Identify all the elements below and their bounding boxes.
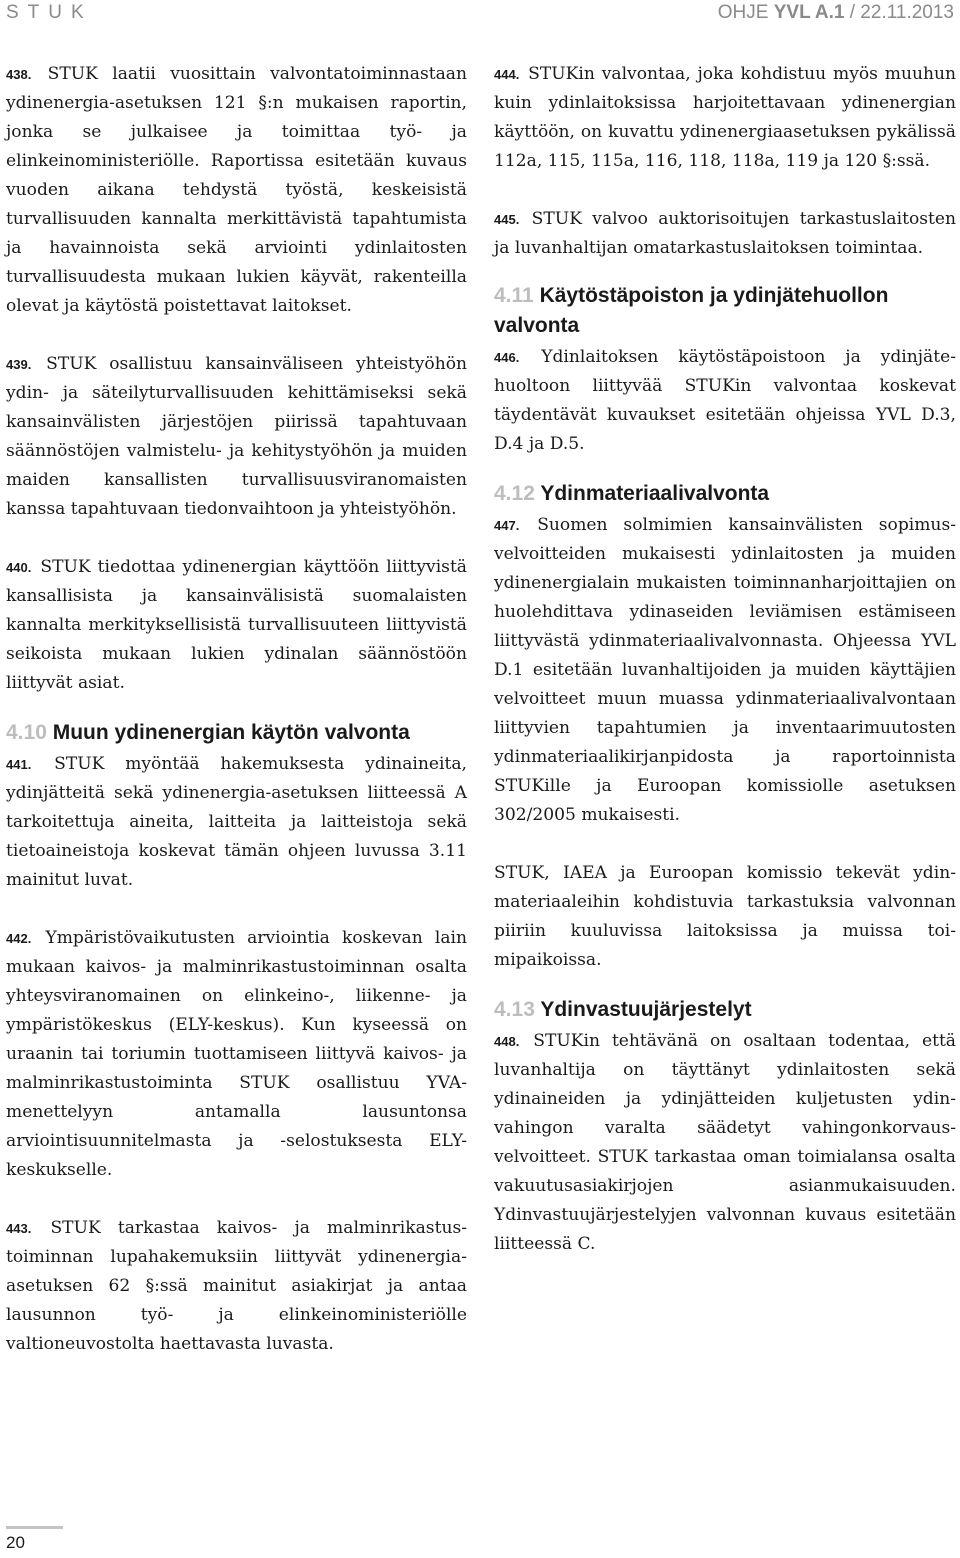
- paragraph-number: 438.: [6, 67, 32, 82]
- paragraph-text: STUK laatii vuosittain valvontatoiminnastaan ydinenergia-asetuksen 121 §:n mukaisen raportin, jonka se julkaisee ja toimittaa työ- ja elinkeinoministeriölle. Raportissa esitetään kuvaus vuoden aikana tehdystä työstä, keskeisistä turvallisuuden kannalta merkittävistä tapahtumista ja havainnoista sekä arviointi ydinlaitosten turvallisuudesta mukaan lukien käyvät, rakenteilla olevat ja käytöstä poistettavat laitokset.: [6, 64, 467, 316]
- section-heading-4-10: [6, 718, 467, 748]
- paragraph-text: STUK tiedottaa ydinenergian käyttöön liittyvistä kansallisista ja kansainvälisistä suomalaisten kannalta merkityksellisistä turvallisuuteen liittyvistä seikoista mukaan lukien ydinalan säännöstöön liittyvät asiat.: [6, 557, 468, 693]
- section-number: 4.11: [494, 284, 534, 307]
- paragraph-number: 444.: [494, 67, 520, 82]
- paragraph-text: STUK myöntää hakemuksesta ydinaineita, ydinjätteitä sekä ydinenergia-asetuksen liitteessä A tarkoitettuja aineita, laitteita ja laitteistoja sekä tietoaineistoja koskevat tämän ohjeen luvussa 3.11 mainitut luvat.: [6, 754, 467, 890]
- footer-divider: [6, 1526, 63, 1529]
- paragraph-number: 448.: [494, 1034, 520, 1049]
- page-header: [0, 0, 960, 30]
- paragraph-438: [6, 60, 467, 321]
- section-title: Muun ydinenergian käytön valvonta: [52, 721, 410, 744]
- paragraph-number: 446.: [494, 350, 520, 365]
- paragraph-text: STUK valvoo auktorisoitujen tarkastuslaitosten ja luvanhaltijan omatarkastuslaitoksen toimintaa.: [494, 209, 957, 258]
- paragraph-text: STUK tarkastaa kaivos- ja malminrikastustoiminnan lupahakemuksiin liittyvät ydinenergia-asetuksen 62 §:ssä mainitut asiakirjat ja antaa lausunnon työ- ja elinkeinoministeriölle valtioneuvostolta haettavasta luvasta.: [6, 1218, 468, 1354]
- page-number: 20: [6, 1533, 25, 1552]
- right-column: [494, 60, 956, 1288]
- paragraph-text: STUKin tehtävänä on osaltaan todentaa, että luvanhaltija on täyttänyt ydinlaitosten sekä ydinaineiden ja ydinjätteiden kuljetusten ydinvahingon varalta säädetyt vahingonkorvausvelvoitteet. STUK tarkastaa oman toimialansa osalta vakuutusasiakirjojen asianmukaisuuden. Ydinvastuujärjestelyjen valvonnan kuvaus esitetään liitteessä C.: [494, 1031, 957, 1254]
- section-title: Ydinmateriaalivalvonta: [540, 482, 770, 505]
- paragraph-number: 445.: [494, 212, 520, 227]
- paragraph-445: [494, 205, 956, 263]
- section-title: Ydinvastuujärjestelyt: [540, 998, 752, 1021]
- paragraph-448: [494, 1027, 956, 1259]
- paragraph-443: [6, 1214, 467, 1359]
- document-reference: [718, 2, 954, 24]
- paragraph-number: 439.: [6, 357, 32, 372]
- section-heading-4-11: [494, 281, 956, 341]
- paragraph-text: STUKin valvontaa, joka kohdistuu myös muuhun kuin ydinlaitoksissa harjoitettavaan ydinenergian käyttöön, on kuvattu ydinenergiaasetuksen pykälissä 112a, 115, 115a, 116, 118, 118a, 119 ja 120 §:ssä.: [494, 64, 956, 171]
- section-heading-4-12: [494, 479, 956, 509]
- guide-code: YVL A.1: [773, 2, 845, 23]
- guide-date: / 22.11.2013: [844, 2, 954, 23]
- paragraph-number: 440.: [6, 560, 32, 575]
- paragraph-444: [494, 60, 956, 176]
- section-number: 4.13: [494, 998, 535, 1021]
- paragraph-447: [494, 511, 956, 830]
- paragraph-number: 447.: [494, 518, 520, 533]
- section-heading-4-13: [494, 995, 956, 1025]
- paragraph-447-continued: [494, 859, 956, 975]
- paragraph-text: STUK, IAEA ja Euroopan komissio tekevät ydinmateriaaleihin kohdistuvia tarkastuksia valvonnan piiriin kuuluvissa laitoksissa ja muissa toimipaikoissa.: [494, 863, 956, 970]
- paragraph-441: [6, 750, 467, 895]
- paragraph-text: STUK osallistuu kansainväliseen yhteistyöhön ydin- ja säteilyturvallisuuden kehittämiseksi sekä kansainvälisten järjestöjen piirissä tapahtuvaan säännöstöjen valmistelu- ja kehitystyöhön ja muiden maiden kansallisten turvallisuusviranomaisten kanssa tapahtuvaan tiedonvaihtoon ja yhteistyöhön.: [6, 354, 468, 519]
- paragraph-number: 441.: [6, 757, 32, 772]
- section-number: 4.12: [494, 482, 535, 505]
- paragraph-text: Ympäristövaikutusten arviointia koskevan lain mukaan kaivos- ja malminrikastustoiminnan osalta yhteysviranomainen on elinkeino-, liikenne- ja ympäristökeskus (ELY-keskus). Kun kyseessä on uraanin tai toriumin tuottamiseen liittyvä kaivos- ja malminrikastustoiminta STUK osallistuu YVA-menettelyyn antamalla lausuntonsa arviointisuunnitelmasta ja -selostuksesta ELY-keskukselle.: [6, 928, 467, 1180]
- paragraph-442: [6, 924, 467, 1185]
- paragraph-446: [494, 343, 956, 459]
- paragraph-text: Ydinlaitoksen käytöstäpoistoon ja ydinjätehuoltoon liittyvää STUKin valvontaa koskevat täydentävät kuvaukset esitetään ohjeissa YVL D.3, D.4 ja D.5.: [494, 347, 956, 454]
- paragraph-439: [6, 350, 467, 524]
- paragraph-440: [6, 553, 467, 698]
- paragraph-text: Suomen solmimien kansainvälisten sopimusvelvoitteiden mukaisesti ydinlaitosten ja muiden ydinenergialain mukaisten toiminnanharjoittajien on huolehdittava ydinaseiden leviämisen estämiseen liittyvästä ydinmateriaalivalvonnasta. Ohjeessa YVL D.1 esitetään luvanhaltijoiden ja muiden käyttäjien velvoitteet muun muassa ydinmateriaalivalvontaan liittyvien tapahtumien ja inventaarimuutosten ydinmateriaalikirjanpidosta ja raportoinnista STUKille ja Euroopan komissiolle asetuksen 302/2005 mukaisesti.: [494, 515, 956, 825]
- paragraph-number: 442.: [6, 931, 32, 946]
- paragraph-number: 443.: [6, 1221, 32, 1236]
- brand-name: STUK: [6, 2, 93, 23]
- section-title: Käytöstäpoiston ja ydinjätehuollon valvonta: [494, 284, 889, 337]
- section-number: 4.10: [6, 721, 47, 744]
- left-column: [6, 60, 467, 1388]
- guide-label: OHJE: [717, 2, 774, 23]
